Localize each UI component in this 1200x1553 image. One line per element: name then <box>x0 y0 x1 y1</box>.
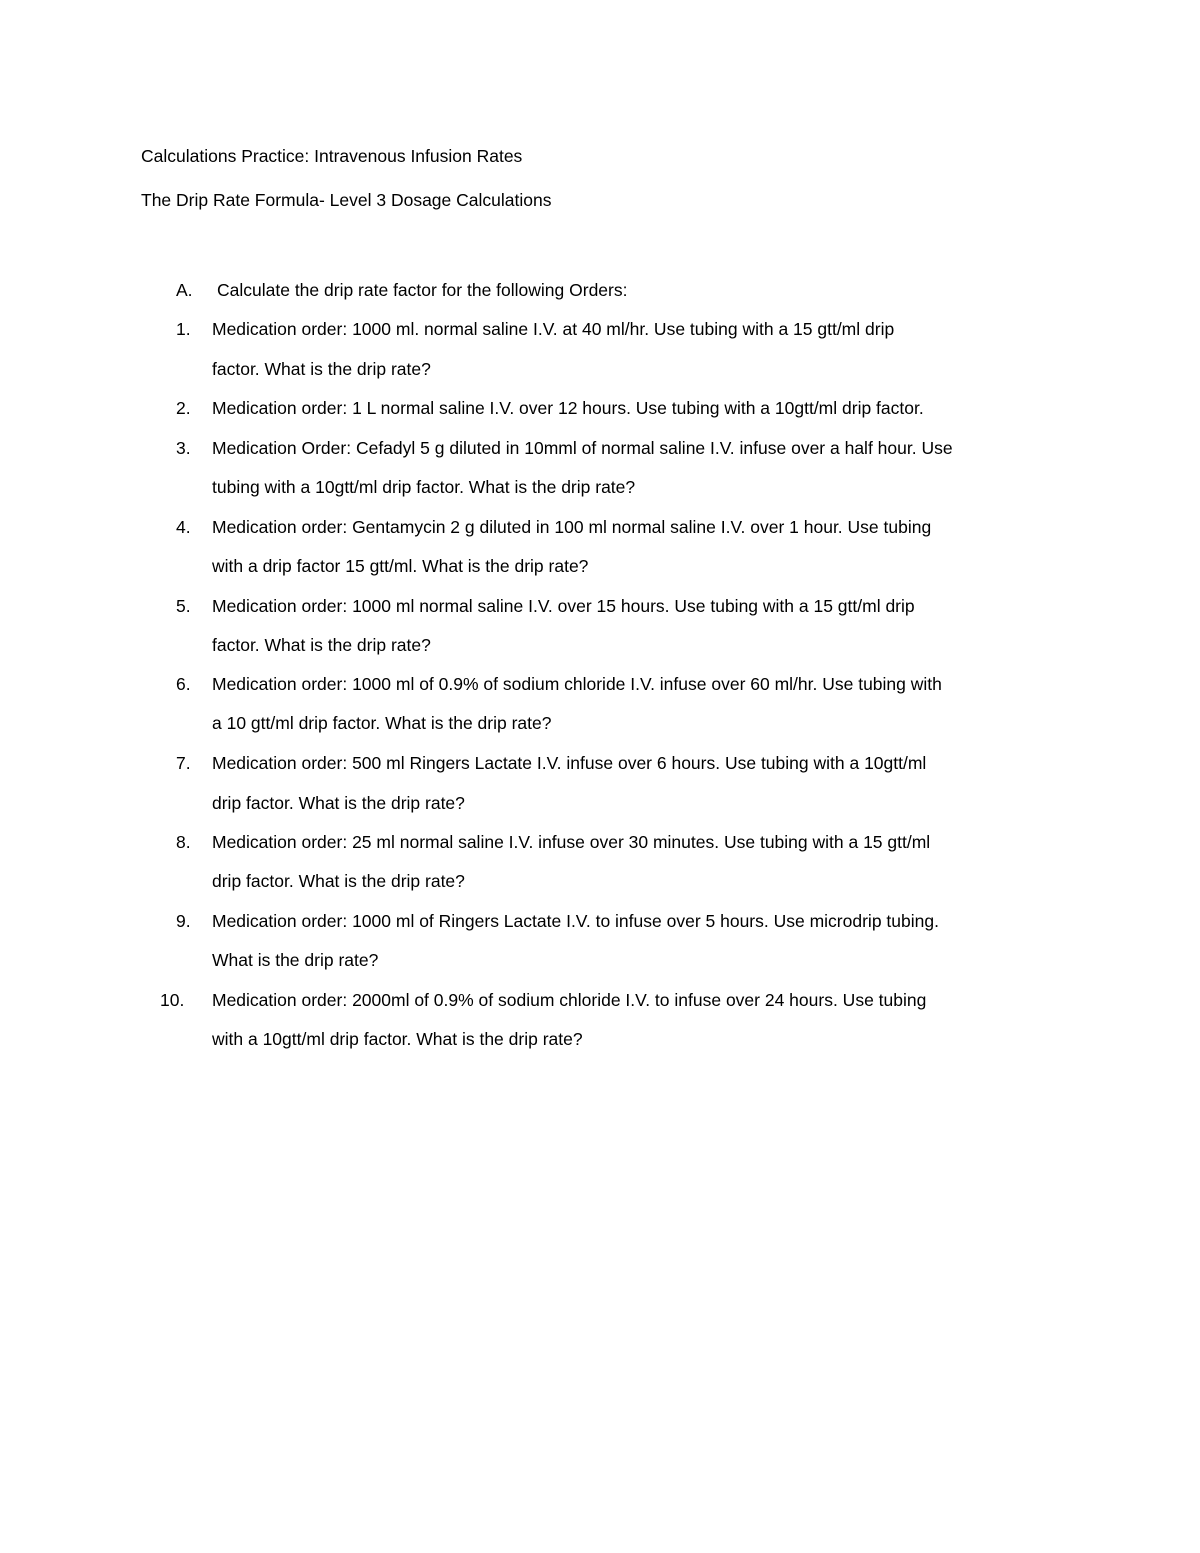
question-text-continued: with a 10gtt/ml drip factor. What is the drip rate? <box>212 1029 583 1049</box>
question-text: Medication order: 1000 ml. normal saline I.V. at 40 ml/hr. Use tubing with a 15 gtt/ml drip <box>212 319 895 339</box>
section-heading: Calculate the drip rate factor for the following Orders: <box>217 280 628 300</box>
question-number: 1. <box>176 319 191 339</box>
question-number: 2. <box>176 398 191 418</box>
question-text-continued: tubing with a 10gtt/ml drip factor. What is the drip rate? <box>212 477 636 497</box>
question-text-continued: with a drip factor 15 gtt/ml. What is the drip rate? <box>212 556 589 576</box>
question-text: Medication order: 2000ml of 0.9% of sodium chloride I.V. to infuse over 24 hours. Use tubing <box>212 990 927 1010</box>
question-number: 6. <box>176 674 191 694</box>
question-text: Medication order: 1000 ml of Ringers Lactate I.V. to infuse over 5 hours. Use microdrip tubing. <box>212 911 939 931</box>
question-number: 10. <box>160 990 185 1010</box>
question-number: 9. <box>176 911 191 931</box>
question-text-continued: factor. What is the drip rate? <box>212 359 431 379</box>
document-title: Calculations Practice: Intravenous Infusion Rates <box>141 146 523 166</box>
question-text-continued: What is the drip rate? <box>212 950 379 970</box>
question-text-continued: drip factor. What is the drip rate? <box>212 871 465 891</box>
question-number: 8. <box>176 832 191 852</box>
document-subtitle: The Drip Rate Formula- Level 3 Dosage Calculations <box>141 190 552 210</box>
question-text-continued: a 10 gtt/ml drip factor. What is the drip rate? <box>212 713 552 733</box>
question-number: 7. <box>176 753 191 773</box>
section-marker: A. <box>176 280 193 300</box>
question-number: 4. <box>176 517 191 537</box>
question-text: Medication order: 1000 ml normal saline I.V. over 15 hours. Use tubing with a 15 gtt/ml drip <box>212 596 915 616</box>
question-text-continued: factor. What is the drip rate? <box>212 635 431 655</box>
question-text: Medication order: 1 L normal saline I.V. over 12 hours. Use tubing with a 10gtt/ml drip factor. <box>212 398 924 418</box>
question-text: Medication order: 25 ml normal saline I.V. infuse over 30 minutes. Use tubing with a 15 gtt/ml <box>212 832 931 852</box>
question-text: Medication Order: Cefadyl 5 g diluted in 10mml of normal saline I.V. infuse over a half hour. Use <box>212 438 953 458</box>
question-number: 3. <box>176 438 191 458</box>
question-text: Medication order: 500 ml Ringers Lactate I.V. infuse over 6 hours. Use tubing with a 10gtt/ml <box>212 753 927 773</box>
question-number: 5. <box>176 596 191 616</box>
question-text-continued: drip factor. What is the drip rate? <box>212 793 465 813</box>
question-text: Medication order: Gentamycin 2 g diluted in 100 ml normal saline I.V. over 1 hour. Use tubing <box>212 517 932 537</box>
question-text: Medication order: 1000 ml of 0.9% of sodium chloride I.V. infuse over 60 ml/hr. Use tubing with <box>212 674 942 694</box>
